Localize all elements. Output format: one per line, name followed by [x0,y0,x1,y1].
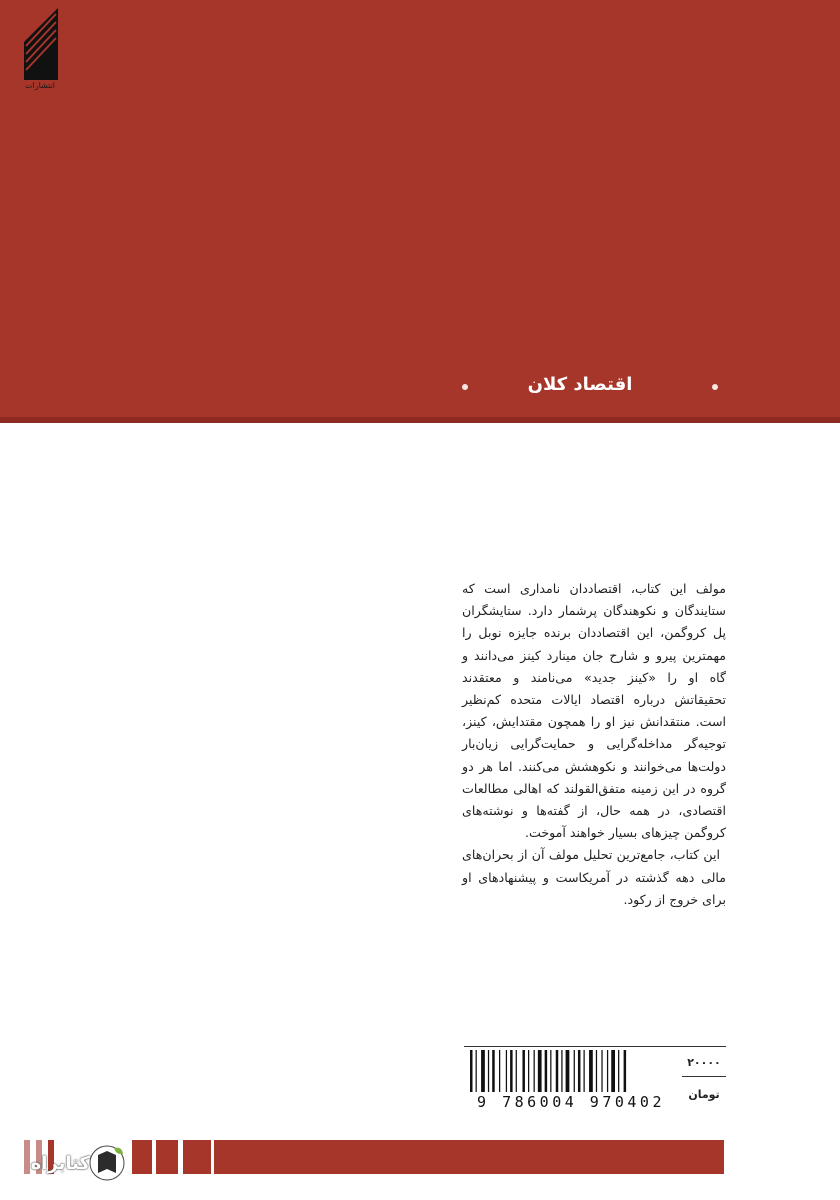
blurb-paragraph: مولف این کتاب، اقتصاددان نامداری است که ستایندگان و نکوهندگان پرشمار دارد. ستایشگران پل کروگمن، این اقتصاددان برنده جایزه نوبل را مهمترین پیرو و شارح جان مینارد کینز می‌دانند و گاه او را «کینز جدید» می‌نامند و معتقدند تحقیقاتش درباره اقتصاد ایالات متحده کم‌نظیر است. منتقدانش نیز او را همچون مقتدایش، کینز، توجیه‌گر مداخله‌گرایی و حمایت‌گرایی زیان‌بار دولت‌ها می‌خوانند و نکوهشش می‌کنند. اما هر دو گروه در این زمینه متفق‌القولند که اهالی مطالعات اقتصادی، در همه حال، از گفته‌ها و نوشته‌های کروگمن چیزهای بسیار خواهند آموخت. [462,581,726,841]
watermark-label: کتابراه [30,1153,90,1174]
strip-segment [183,1140,211,1174]
price-amount: ۲۰۰۰۰ [687,1056,721,1069]
strip-segment [214,1140,724,1174]
cover-top-panel [0,0,840,421]
price-block-rule [464,1046,726,1047]
blurb-paragraph: این کتاب، جامع‌ترین تحلیل مولف آن از بحران‌های مالی دهه گذشته در آمریکاست و پیشنهادهای او برای خروج از رکود. [462,847,726,907]
cover-divider-stripe [0,417,840,423]
series-bullet-left [462,384,468,390]
series-bullet-right [712,384,718,390]
strip-segment [156,1140,178,1174]
price-currency: تومان [688,1088,720,1101]
strip-segment [132,1140,152,1174]
book-leaf-icon [86,1142,128,1182]
barcode-price-block [464,1046,726,1112]
back-cover-blurb [462,578,726,1038]
publisher-mark-icon [24,8,58,80]
isbn-digits: 9 786004 970402 [477,1093,665,1111]
publisher-caption: انتشارات [24,81,56,90]
series-title: اقتصاد کلان [527,374,633,395]
barcode-icon [466,1050,676,1092]
publisher-logo [10,8,70,100]
ketabrah-watermark [20,1140,132,1184]
price-column [682,1050,726,1112]
isbn-barcode [466,1050,676,1112]
price-divider [682,1076,726,1077]
